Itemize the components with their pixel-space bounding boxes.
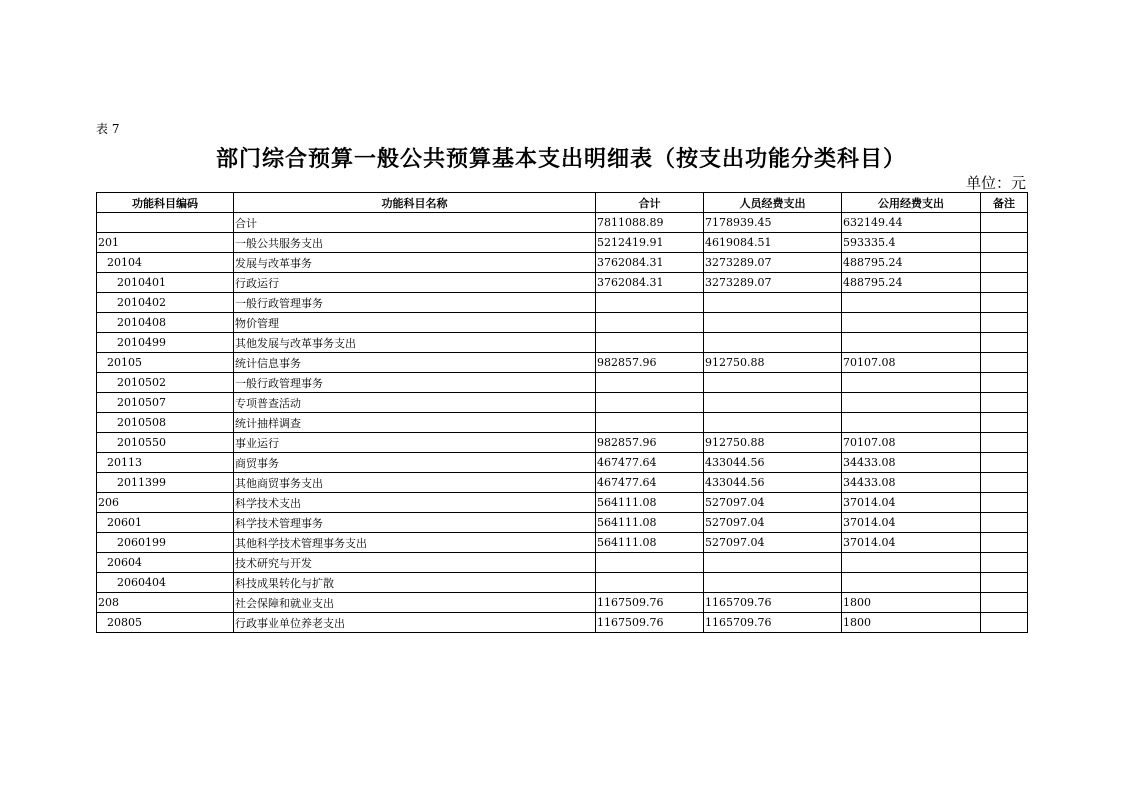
cell-total bbox=[596, 553, 704, 573]
cell-name: 统计信息事务 bbox=[234, 353, 596, 373]
cell-name: 事业运行 bbox=[234, 433, 596, 453]
header-public: 公用经费支出 bbox=[842, 193, 981, 213]
unit-label: 单位：元 bbox=[965, 174, 1026, 192]
table-row bbox=[97, 513, 1028, 533]
cell-code: 20805 bbox=[97, 613, 234, 633]
cell-personnel bbox=[704, 313, 842, 333]
cell-name: 发展与改革事务 bbox=[234, 253, 596, 273]
table-number: 表 7 bbox=[96, 122, 120, 136]
cell-name: 其他科学技术管理事务支出 bbox=[234, 533, 596, 553]
cell-code bbox=[97, 213, 234, 233]
cell-note bbox=[981, 593, 1028, 613]
cell-personnel: 912750.88 bbox=[704, 353, 842, 373]
cell-code: 2010408 bbox=[97, 313, 234, 333]
header-personnel: 人员经费支出 bbox=[704, 193, 842, 213]
table-row bbox=[97, 573, 1028, 593]
cell-name: 专项普查活动 bbox=[234, 393, 596, 413]
cell-public bbox=[842, 553, 981, 573]
budget-table bbox=[96, 192, 1028, 633]
cell-note bbox=[981, 373, 1028, 393]
cell-name: 科学技术支出 bbox=[234, 493, 596, 513]
cell-total: 1167509.76 bbox=[596, 613, 704, 633]
cell-name: 科技成果转化与扩散 bbox=[234, 573, 596, 593]
cell-code: 20113 bbox=[97, 453, 234, 473]
cell-code: 2010499 bbox=[97, 333, 234, 353]
cell-code: 20604 bbox=[97, 553, 234, 573]
cell-total: 3762084.31 bbox=[596, 273, 704, 293]
cell-name: 其他发展与改革事务支出 bbox=[234, 333, 596, 353]
cell-name: 行政事业单位养老支出 bbox=[234, 613, 596, 633]
cell-public: 488795.24 bbox=[842, 273, 981, 293]
cell-note bbox=[981, 273, 1028, 293]
table-row bbox=[97, 593, 1028, 613]
cell-name: 商贸事务 bbox=[234, 453, 596, 473]
cell-personnel bbox=[704, 553, 842, 573]
cell-note bbox=[981, 253, 1028, 273]
cell-public: 37014.04 bbox=[842, 513, 981, 533]
cell-personnel bbox=[704, 393, 842, 413]
table-row bbox=[97, 413, 1028, 433]
cell-note bbox=[981, 333, 1028, 353]
table-row bbox=[97, 533, 1028, 553]
cell-name: 其他商贸事务支出 bbox=[234, 473, 596, 493]
cell-note bbox=[981, 233, 1028, 253]
cell-personnel: 1165709.76 bbox=[704, 593, 842, 613]
cell-total: 564111.08 bbox=[596, 493, 704, 513]
cell-personnel: 433044.56 bbox=[704, 453, 842, 473]
cell-total bbox=[596, 313, 704, 333]
cell-total: 982857.96 bbox=[596, 433, 704, 453]
table-row bbox=[97, 233, 1028, 253]
header-total: 合计 bbox=[596, 193, 704, 213]
cell-name: 技术研究与开发 bbox=[234, 553, 596, 573]
cell-note bbox=[981, 413, 1028, 433]
table-row bbox=[97, 393, 1028, 413]
cell-note bbox=[981, 573, 1028, 593]
cell-personnel: 912750.88 bbox=[704, 433, 842, 453]
cell-public: 632149.44 bbox=[842, 213, 981, 233]
cell-personnel: 433044.56 bbox=[704, 473, 842, 493]
table-row bbox=[97, 373, 1028, 393]
table-row bbox=[97, 613, 1028, 633]
cell-public: 34433.08 bbox=[842, 453, 981, 473]
cell-public: 1800 bbox=[842, 593, 981, 613]
cell-code: 2010401 bbox=[97, 273, 234, 293]
table-row bbox=[97, 493, 1028, 513]
table-header bbox=[97, 193, 1028, 213]
cell-name: 物价管理 bbox=[234, 313, 596, 333]
table-row bbox=[97, 273, 1028, 293]
cell-total: 7811088.89 bbox=[596, 213, 704, 233]
cell-total: 467477.64 bbox=[596, 453, 704, 473]
header-code: 功能科目编码 bbox=[97, 193, 234, 213]
cell-code: 20104 bbox=[97, 253, 234, 273]
header-row bbox=[97, 193, 1028, 213]
cell-note bbox=[981, 513, 1028, 533]
cell-personnel: 527097.04 bbox=[704, 533, 842, 553]
cell-personnel: 3273289.07 bbox=[704, 273, 842, 293]
cell-total bbox=[596, 293, 704, 313]
table-row bbox=[97, 213, 1028, 233]
table-row bbox=[97, 293, 1028, 313]
cell-note bbox=[981, 433, 1028, 453]
header-name: 功能科目名称 bbox=[234, 193, 596, 213]
cell-name: 合计 bbox=[234, 213, 596, 233]
cell-public: 37014.04 bbox=[842, 533, 981, 553]
cell-total: 3762084.31 bbox=[596, 253, 704, 273]
cell-public bbox=[842, 293, 981, 313]
cell-total: 1167509.76 bbox=[596, 593, 704, 613]
cell-name: 一般行政管理事务 bbox=[234, 373, 596, 393]
cell-code: 206 bbox=[97, 493, 234, 513]
cell-total: 982857.96 bbox=[596, 353, 704, 373]
cell-personnel bbox=[704, 373, 842, 393]
cell-public: 70107.08 bbox=[842, 353, 981, 373]
cell-public bbox=[842, 413, 981, 433]
cell-personnel: 527097.04 bbox=[704, 513, 842, 533]
cell-code: 2010507 bbox=[97, 393, 234, 413]
cell-personnel bbox=[704, 293, 842, 313]
cell-code: 20105 bbox=[97, 353, 234, 373]
cell-note bbox=[981, 453, 1028, 473]
cell-public bbox=[842, 373, 981, 393]
cell-name: 一般行政管理事务 bbox=[234, 293, 596, 313]
cell-code: 2010550 bbox=[97, 433, 234, 453]
cell-public bbox=[842, 393, 981, 413]
cell-public: 70107.08 bbox=[842, 433, 981, 453]
cell-total bbox=[596, 393, 704, 413]
table-row bbox=[97, 253, 1028, 273]
cell-code: 201 bbox=[97, 233, 234, 253]
cell-note bbox=[981, 493, 1028, 513]
cell-note bbox=[981, 313, 1028, 333]
cell-personnel: 4619084.51 bbox=[704, 233, 842, 253]
cell-personnel: 7178939.45 bbox=[704, 213, 842, 233]
cell-personnel: 1165709.76 bbox=[704, 613, 842, 633]
cell-personnel bbox=[704, 413, 842, 433]
cell-code: 208 bbox=[97, 593, 234, 613]
cell-note bbox=[981, 213, 1028, 233]
table-row bbox=[97, 473, 1028, 493]
cell-code: 2010502 bbox=[97, 373, 234, 393]
cell-note bbox=[981, 553, 1028, 573]
cell-total: 467477.64 bbox=[596, 473, 704, 493]
cell-public: 34433.08 bbox=[842, 473, 981, 493]
cell-note bbox=[981, 533, 1028, 553]
cell-total bbox=[596, 373, 704, 393]
cell-name: 统计抽样调查 bbox=[234, 413, 596, 433]
cell-public bbox=[842, 333, 981, 353]
cell-name: 行政运行 bbox=[234, 273, 596, 293]
table-body bbox=[97, 213, 1028, 633]
cell-personnel bbox=[704, 333, 842, 353]
cell-public: 593335.4 bbox=[842, 233, 981, 253]
cell-public: 488795.24 bbox=[842, 253, 981, 273]
cell-note bbox=[981, 473, 1028, 493]
cell-total: 564111.08 bbox=[596, 533, 704, 553]
table-row bbox=[97, 453, 1028, 473]
cell-name: 社会保障和就业支出 bbox=[234, 593, 596, 613]
cell-public bbox=[842, 313, 981, 333]
table-row bbox=[97, 553, 1028, 573]
cell-code: 20601 bbox=[97, 513, 234, 533]
header-note: 备注 bbox=[981, 193, 1028, 213]
cell-personnel: 3273289.07 bbox=[704, 253, 842, 273]
cell-code: 2011399 bbox=[97, 473, 234, 493]
table-row bbox=[97, 353, 1028, 373]
cell-name: 科学技术管理事务 bbox=[234, 513, 596, 533]
cell-code: 2010508 bbox=[97, 413, 234, 433]
table-row bbox=[97, 333, 1028, 353]
cell-code: 2060199 bbox=[97, 533, 234, 553]
cell-note bbox=[981, 393, 1028, 413]
cell-note bbox=[981, 293, 1028, 313]
cell-note bbox=[981, 613, 1028, 633]
cell-total bbox=[596, 333, 704, 353]
cell-public bbox=[842, 573, 981, 593]
cell-public: 1800 bbox=[842, 613, 981, 633]
cell-code: 2010402 bbox=[97, 293, 234, 313]
cell-total bbox=[596, 573, 704, 593]
table-row bbox=[97, 433, 1028, 453]
cell-total: 564111.08 bbox=[596, 513, 704, 533]
cell-name: 一般公共服务支出 bbox=[234, 233, 596, 253]
table-row bbox=[97, 313, 1028, 333]
cell-total bbox=[596, 413, 704, 433]
cell-total: 5212419.91 bbox=[596, 233, 704, 253]
cell-personnel bbox=[704, 573, 842, 593]
cell-code: 2060404 bbox=[97, 573, 234, 593]
page-title: 部门综合预算一般公共预算基本支出明细表（按支出功能分类科目） bbox=[215, 146, 906, 172]
cell-public: 37014.04 bbox=[842, 493, 981, 513]
cell-note bbox=[981, 353, 1028, 373]
cell-personnel: 527097.04 bbox=[704, 493, 842, 513]
